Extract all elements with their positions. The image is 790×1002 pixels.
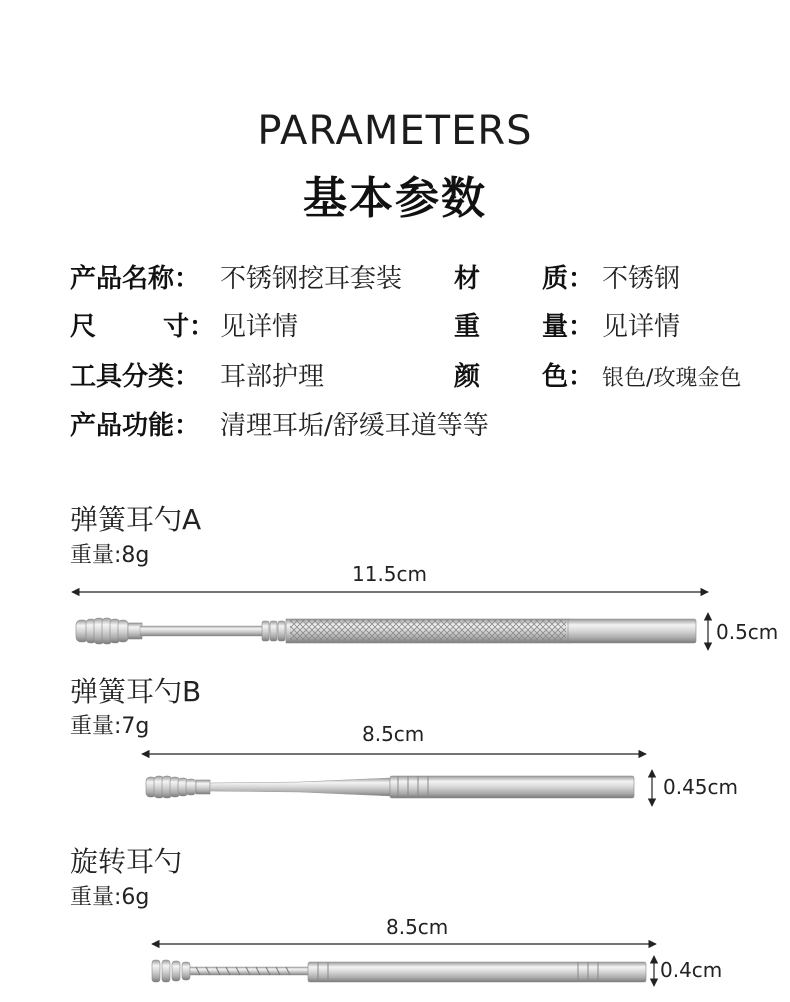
tool-c-spiral-tip [152, 960, 190, 982]
product-name-label: 产品名称： [70, 264, 201, 294]
weight-value: 见详情 [602, 312, 681, 342]
tool-b-image [146, 776, 634, 798]
tool-c-name: 旋转耳勺 [70, 845, 183, 878]
color-label-char1: 颜 [454, 362, 481, 392]
material-label-char1: 材 [454, 264, 481, 294]
tool-a-name: 弹簧耳勺A [70, 503, 202, 536]
tool-a-spring-tip [76, 618, 128, 644]
weight-label-char2: 量： [542, 312, 595, 342]
tool-b-name: 弹簧耳勺B [70, 675, 202, 708]
tool-b-weight: 重量:7g [70, 714, 150, 739]
material-label-char2: 质： [542, 264, 595, 294]
tool-b-length-label: 8.5cm [362, 722, 425, 746]
category-value: 耳部护理 [220, 362, 325, 392]
title-english: PARAMETERS [257, 108, 533, 154]
tool-a-weight: 重量:8g [70, 543, 150, 568]
size-label-char2: 寸： [163, 312, 216, 342]
tool-b-spring-tip [146, 776, 196, 798]
color-label-char2: 色： [542, 362, 595, 392]
tool-a-image [76, 618, 696, 644]
tool-c-weight: 重量:6g [70, 885, 150, 910]
tool-a-diameter-label: 0.5cm [716, 620, 779, 644]
tool-a-length-label: 11.5cm [352, 562, 428, 586]
title-chinese: 基本参数 [303, 173, 487, 224]
color-value: 银色/玫瑰金色 [602, 366, 742, 391]
tool-c-diameter-label: 0.4cm [660, 958, 723, 982]
tool-c-image [152, 960, 646, 982]
function-value: 清理耳垢/舒缓耳道等等 [220, 411, 489, 441]
tool-b-diameter-label: 0.45cm [663, 775, 739, 799]
size-value: 见详情 [220, 312, 299, 342]
category-label: 工具分类： [70, 362, 201, 392]
size-label-char1: 尺 [70, 312, 97, 342]
product-name-value: 不锈钢挖耳套装 [220, 264, 403, 294]
tool-c-length-label: 8.5cm [386, 915, 449, 939]
material-value: 不锈钢 [602, 264, 681, 294]
function-label: 产品功能： [70, 411, 201, 441]
weight-label-char1: 重 [454, 312, 481, 342]
